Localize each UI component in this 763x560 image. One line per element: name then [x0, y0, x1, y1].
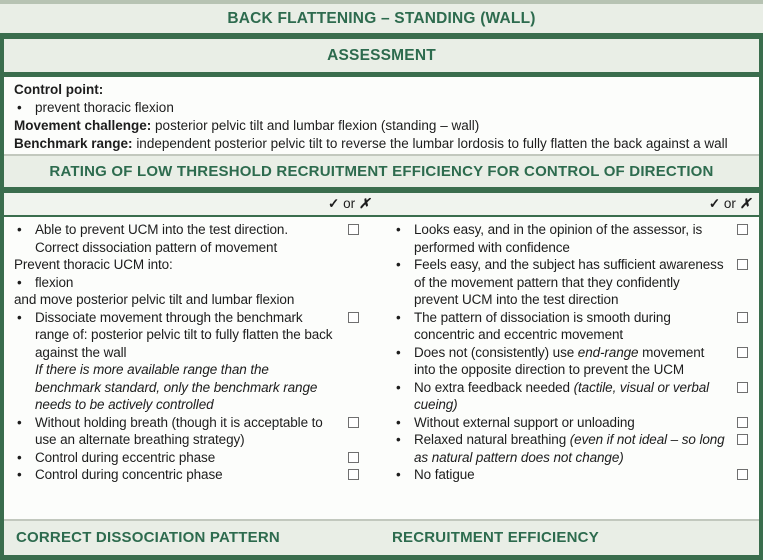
dissociation-column	[4, 221, 372, 519]
criterion-text: Control during concentric phase	[35, 467, 223, 482]
criterion-item	[393, 414, 759, 432]
cross-icon: ✗	[358, 196, 371, 211]
criterion-text: Prevent thoracic UCM into:	[14, 257, 173, 272]
checkbox[interactable]	[348, 312, 359, 323]
criterion-text-pre: Relaxed natural breathing	[414, 432, 570, 447]
check-or-cross-row	[4, 193, 759, 215]
bullet-icon: •	[396, 414, 401, 430]
benchmark-range-line	[14, 135, 749, 153]
page-title: BACK FLATTENING – STANDING (WALL)	[227, 9, 536, 27]
criterion-text: The pattern of dissociation is smooth during concentric and eccentric movement	[414, 309, 671, 342]
correct-dissociation-pattern-label: CORRECT DISSOCIATION PATTERN	[16, 529, 280, 546]
checkbox-cell	[725, 431, 759, 445]
criterion-item	[14, 414, 372, 449]
criterion-text: Without external support or unloading	[414, 414, 635, 430]
criterion-text-em: (tactile, visual or verbal cueing)	[414, 379, 710, 412]
check-or-cross-label-right	[709, 193, 751, 215]
criterion-text-em: end-range	[577, 344, 639, 360]
criterion-text	[414, 379, 725, 414]
checkbox-cell	[725, 221, 759, 235]
checkbox[interactable]	[737, 259, 748, 270]
checkbox[interactable]	[737, 469, 748, 480]
control-point-item	[14, 99, 749, 117]
criterion-text	[414, 431, 725, 466]
criterion-text-post: movement into the opposite direction to prevent the UCM	[414, 344, 705, 377]
criterion-text: Able to prevent UCM into the test direction. Correct dissociation pattern of movement	[35, 222, 288, 255]
control-point-text: prevent thoracic flexion	[35, 100, 174, 115]
assessment-content	[4, 77, 759, 154]
table-frame	[0, 39, 763, 560]
checkbox-cell	[725, 309, 759, 323]
criterion-text: flexion	[35, 274, 74, 290]
bullet-icon: •	[17, 274, 22, 290]
criterion-text: and move posterior pelvic tilt and lumbar flexion	[14, 292, 295, 307]
criterion-main-text: Dissociate movement through the benchmark range of: posterior pelvic tilt to fully flatten the back against the wall	[35, 309, 333, 360]
check-icon: ✓	[708, 196, 721, 211]
criterion-text-em: (even if not ideal – so long as natural pattern does not change)	[414, 432, 725, 465]
checkbox[interactable]	[737, 347, 748, 358]
bullet-icon: •	[17, 100, 22, 115]
criterion-italic-note: If there is more available range than the benchmark standard, only the benchmark range needs to be actively controlled	[35, 362, 318, 412]
cross-icon: ✗	[739, 196, 751, 211]
checkbox[interactable]	[737, 434, 748, 445]
bullet-icon: •	[17, 414, 22, 430]
checkbox-cell	[725, 344, 759, 358]
checkbox-cell	[334, 414, 372, 428]
or-text: or	[723, 196, 736, 211]
criterion-item	[393, 431, 759, 466]
bullet-icon: •	[17, 309, 22, 325]
criterion-item	[14, 291, 372, 309]
recruitment-efficiency-label: RECRUITMENT EFFICIENCY	[392, 529, 599, 546]
check-or-cross-label-left	[328, 193, 370, 215]
rating-header-label: RATING OF LOW THRESHOLD RECRUITMENT EFFICIENCY FOR CONTROL OF DIRECTION	[49, 163, 714, 180]
efficiency-column	[372, 221, 759, 519]
criterion-text-pre: Does not (consistently) use	[414, 344, 578, 360]
criterion-text: Control during eccentric phase	[35, 449, 216, 465]
bullet-icon: •	[396, 222, 401, 237]
criterion-item	[393, 256, 759, 309]
benchmark-range-label: Benchmark range:	[14, 136, 133, 151]
checkbox-cell	[334, 221, 372, 235]
criterion-text: Without holding breath (though it is acceptable to use an alternate breathing strategy)	[35, 414, 323, 447]
checkbox-cell	[725, 379, 759, 393]
bullet-icon: •	[396, 432, 401, 447]
control-point-label: Control point:	[14, 82, 104, 97]
criterion-item	[393, 221, 759, 256]
criterion-item	[14, 221, 372, 256]
criterion-item	[393, 309, 759, 344]
column-footer-row	[4, 521, 759, 555]
assessment-header	[4, 39, 759, 72]
checkbox[interactable]	[737, 312, 748, 323]
title-bar	[0, 4, 763, 33]
checkbox[interactable]	[348, 224, 359, 235]
criterion-item	[14, 256, 372, 274]
bullet-icon: •	[396, 257, 401, 272]
control-point-line	[14, 81, 749, 99]
criterion-text	[35, 309, 334, 414]
checkbox-cell	[725, 256, 759, 270]
bullet-icon: •	[396, 379, 401, 395]
criterion-item	[14, 274, 372, 292]
criterion-item	[14, 449, 372, 467]
criterion-item	[393, 466, 759, 484]
criterion-text-pre: No extra feedback needed	[414, 379, 574, 395]
criterion-item	[14, 309, 372, 414]
bullet-icon: •	[396, 309, 401, 325]
checkbox[interactable]	[737, 224, 748, 235]
criterion-text: No fatigue	[414, 467, 475, 482]
checkbox-cell	[725, 414, 759, 428]
movement-challenge-label: Movement challenge:	[14, 118, 152, 133]
criterion-text: Feels easy, and the subject has sufficient awareness of the movement pattern that they confidently prevent UCM into the test direction	[414, 257, 724, 307]
criterion-item	[393, 379, 759, 414]
checkbox-cell	[334, 466, 372, 480]
checkbox-cell	[334, 309, 372, 323]
rating-header	[4, 156, 759, 187]
footer-right-cell	[372, 529, 599, 547]
criterion-item	[14, 466, 372, 484]
checkbox[interactable]	[737, 382, 748, 393]
checkbox[interactable]	[348, 469, 359, 480]
or-text: or	[343, 196, 356, 211]
benchmark-range-text: independent posterior pelvic tilt to reverse the lumbar lordosis to fully flatten the back against a wall	[136, 136, 728, 151]
assessment-header-label: ASSESSMENT	[327, 46, 436, 64]
check-icon: ✓	[328, 196, 340, 211]
criterion-item	[393, 344, 759, 379]
criterion-text: Looks easy, and in the opinion of the assessor, is performed with confidence	[414, 222, 703, 255]
checkbox[interactable]	[348, 417, 359, 428]
movement-challenge-text: posterior pelvic tilt and lumbar flexion (standing – wall)	[155, 118, 480, 133]
movement-challenge-line	[14, 117, 749, 135]
bullet-icon: •	[17, 222, 22, 237]
criteria-body	[4, 217, 759, 519]
bullet-icon: •	[396, 467, 401, 482]
bullet-icon: •	[396, 344, 401, 360]
bullet-icon: •	[17, 467, 22, 482]
bullet-icon: •	[17, 449, 22, 465]
checkbox[interactable]	[348, 452, 359, 463]
checkbox-cell	[725, 466, 759, 480]
criterion-text	[414, 344, 725, 379]
checkbox-cell	[334, 449, 372, 463]
checkbox[interactable]	[737, 417, 748, 428]
footer-left-cell	[4, 529, 372, 547]
